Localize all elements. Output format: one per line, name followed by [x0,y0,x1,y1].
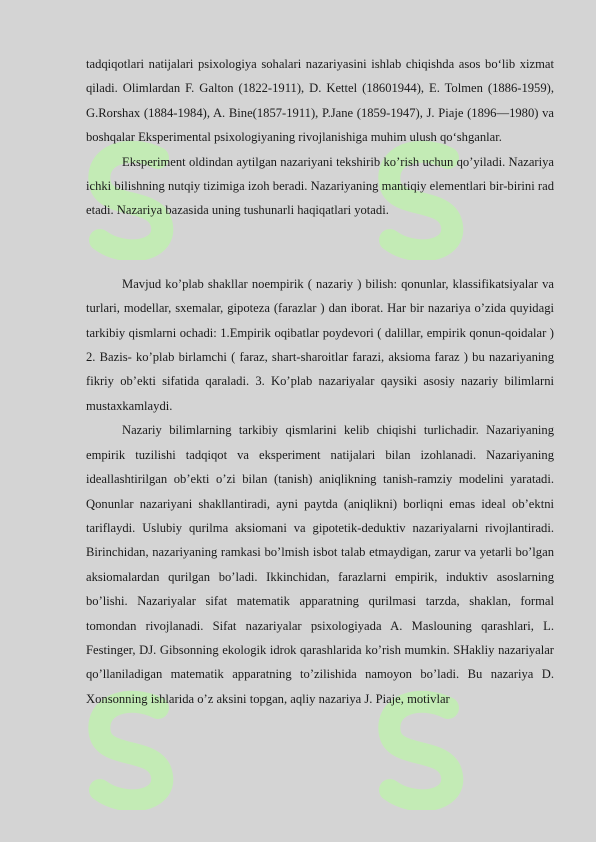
paragraph-2: Eksperiment oldindan aytilgan nazariyani tekshirib ko’rish uchun qo’yiladi. Nazariya ichki bilishning nutqiy tizimiga izoh beradi. Nazariyaning mantiqiy elementlari bir-birini rad etadi. Nazariya bazasida uning tushunarli haqiqatlari yotadi. [86,154,554,218]
paragraph-1: tadqiqotlari natijalari psixologiya sohalari nazariyasini ishlab chiqishda asos bo‘lib xizmat qiladi. Olimlardan F. Galton (1822-1911), D. Kettel (18601944), E. Tolmen (1886-1959), G.Rorshax (1884-1984), A. Bine(1857-1911), P.Jane (1859-1947), J. Piaje (1896—1980) va boshqalar Eksperimental psixologiyaning rivojlanishiga muhim ulush qo‘shganlar. [86,57,554,145]
blank-gap [86,223,554,272]
paragraph-3: Mavjud ko’plab shakllar noempirik ( nazariy ) bilish: qonunlar, klassifikatsiyalar va turlari, modellar, sxemalar, gipoteza (farazlar ) dan iborat. Har bir nazariya o’zida quyidagi tarkibiy qismlarni ochadi: 1.Empirik oqibatlar poydevori ( dalillar, empirik qonun-qoidalar ) 2. Bazis- ko’plab birlamchi ( faraz, shart-sharoitlar farazi, aksioma faraz ) bu nazariyaning fikriy ob’ekti sifatida qaraladi. 3. Ko’plab nazariyalar qaysiki asosiy nazariy bilimlarni mustaxkamlaydi. [86,276,554,413]
paragraph-4: Nazariy bilimlarning tarkibiy qismlarini kelib chiqishi turlichadir. Nazariyaning empirik tuzilishi tadqiqot va eksperiment natijalari bilan izohlanadi. Nazariyaning ideallashtirilgan ob’ekti o’zi bilan (tanish) aniqlikning tanish-ramziy modelini yaratadi. Qonunlar nazariyani shakllantiradi, ayni paytda (aniqlikni) borliqni emas ideal ob’ektni tariflaydi. Uslubiy qurilma aksiomani va gipotetik-deduktiv nazariyalarni rivojlantiradi. Birinchidan, nazariyaning ramkasi bo’lmish isbot talab etmaydigan, zarur va yetarli bo’lgan aksiomalardan qurilgan bo’ladi. Ikkinchidan, farazlarni empirik, induktiv asoslarning bo’lishi. Nazariyalar sifat matematik apparatning qurilmasi tarzda, shaklan, formal tomondan rivojlanadi. Sifat nazariyalar psixologiyada A. Maslouning qarashlari, L. Festinger, DJ. Gibsonning ekologik idrok qarashlarida ko’rish mumkin. SHakliy nazariyalar qo’llaniladigan matematik apparatning to’zilishida namoyon bo’ladi. Bu nazariya D. Xonsonning ishlarida o’z aksini topgan, aqliy nazariya J. Piaje, motivlar [86,423,554,706]
document-body [86,52,554,711]
